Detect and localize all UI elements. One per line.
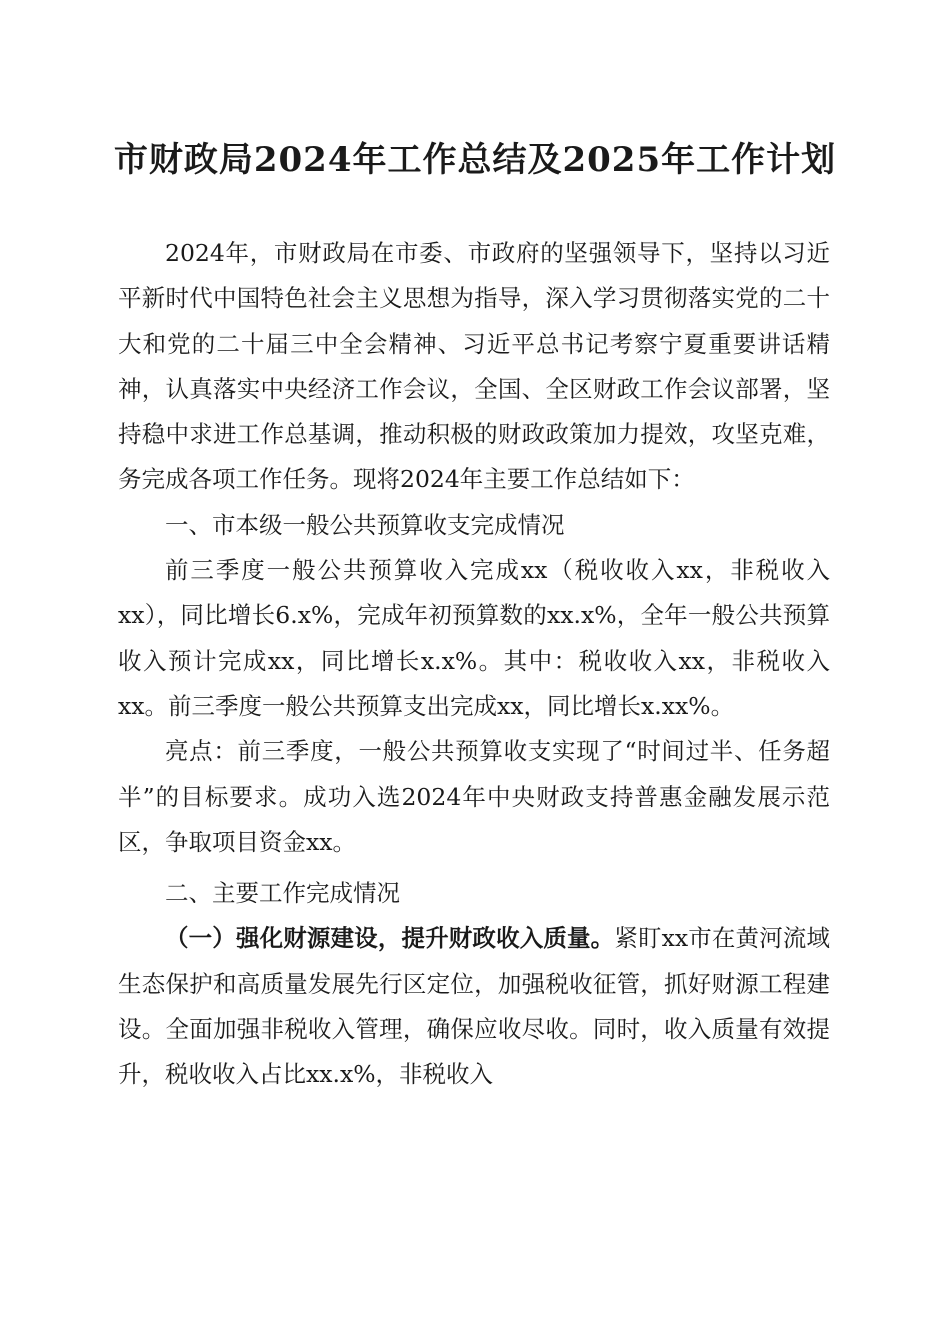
work-item-paragraph <box>118 916 830 1097</box>
highlights-paragraph: 亮点：前三季度，一般公共预算收支实现了“时间过半、任务超半”的目标要求。成功入选2024年中央财政支持普惠金融发展示范区，争取项目资金xx。 <box>118 737 830 856</box>
document-body <box>118 231 830 1098</box>
intro-paragraph: 2024年，市财政局在市委、市政府的坚强领导下，坚持以习近平新时代中国特色社会主义思想为指导，深入学习贯彻落实党的二十大和党的二十届三中全会精神、习近平总书记考察宁夏重要讲话精神，认真落实中央经济工作会议，全国、全区财政工作会议部署，坚持稳中求进工作总基调，推动积极的财政政策加力提效，攻坚克难，务完成各项工作任务。现将2024年主要工作总结如下： <box>118 239 830 494</box>
document-title: 市财政局2024年工作总结及2025年工作计划 <box>113 140 837 180</box>
work-item-lead: （一）强化财源建设，提升财政收入质量。 <box>165 924 615 953</box>
section-heading-main-work: 二、主要工作完成情况 <box>165 879 400 908</box>
budget-paragraph: 前三季度一般公共预算收入完成xx（税收收入xx，非税收入xx），同比增长6.x%，完成年初预算数的xx.x%，全年一般公共预算收入预计完成xx，同比增长x.x%。其中：税收收入xx，非税收入xx。前三季度一般公共预算支出完成xx，同比增长x.xx%。 <box>118 556 830 720</box>
section-heading-budget: 一、市本级一般公共预算收支完成情况 <box>165 510 565 539</box>
work-item-body: 紧盯xx市在黄河流域生态保护和高质量发展先行区定位，加强税收征管，抓好财源工程建设。全面加强非税收入管理，确保应收尽收。同时，收入质量有效提升，税收收入占比xx.x%，非税收入 <box>118 924 830 1089</box>
